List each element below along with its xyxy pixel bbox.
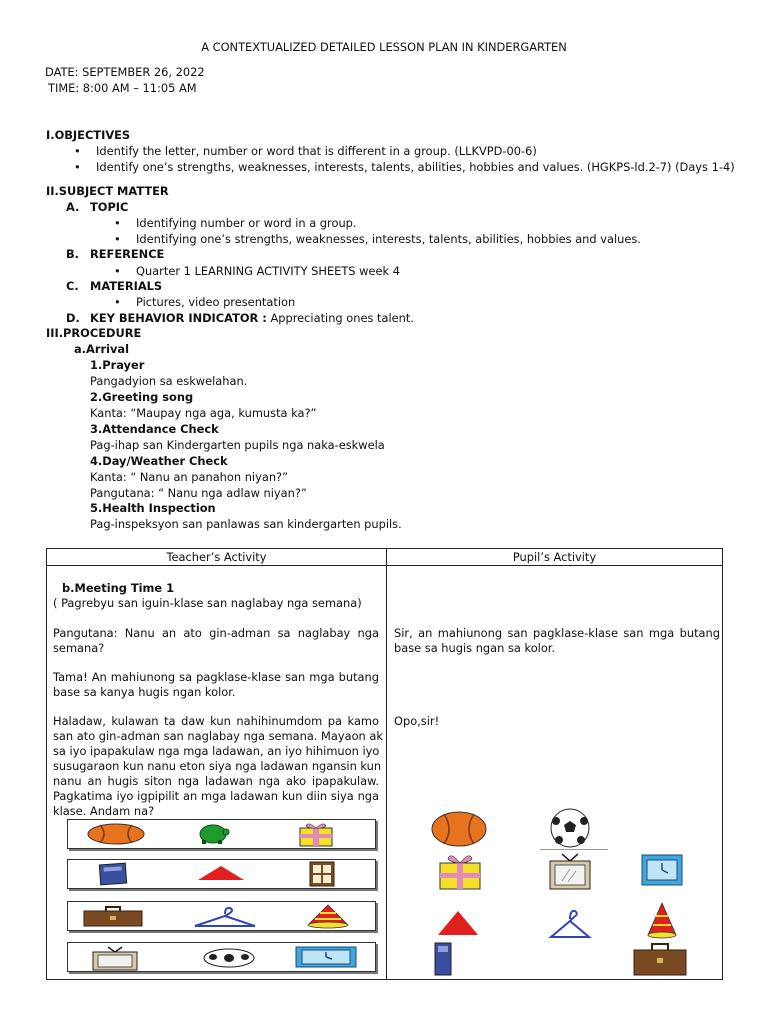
kbi-letter: D. — [66, 311, 80, 325]
window-icon — [308, 861, 336, 887]
party-hat-icon — [644, 901, 680, 941]
orange-ball-icon — [430, 810, 488, 848]
kbi-value: Appreciating ones talent. — [270, 311, 414, 325]
teacher-text: sa iyo ipapakulaw nga mga ladawan, an iyo hihimuon iyo — [53, 744, 380, 758]
step-text: Kanta: “ Nanu an panahon niyan?” — [90, 470, 288, 484]
green-turtle-icon — [196, 822, 230, 846]
teacher-activity-header: Teacher’s Activity — [47, 549, 387, 566]
reference-item: • Quarter 1 LEARNING ACTIVITY SHEETS week 4 — [136, 264, 400, 278]
book-icon — [432, 941, 454, 977]
step-text: Pag-inspeksyon san panlawas san kindergarten pupils. — [90, 517, 402, 531]
pupil-text: Sir, an mahiunong san pagklase-klase san mga butang — [394, 626, 720, 640]
step-title: 5.Health Inspection — [90, 501, 216, 515]
clock-icon — [640, 853, 684, 887]
television-icon — [548, 851, 592, 891]
hanger-icon — [192, 904, 258, 928]
gift-box-icon — [436, 851, 484, 891]
step-title: 2.Greeting song — [90, 390, 194, 404]
meeting-time-title: b.Meeting Time 1 — [62, 581, 175, 595]
arrival-heading: a.Arrival — [74, 342, 129, 356]
subject-matter-heading: II.SUBJECT MATTER — [46, 184, 169, 198]
clock-icon — [294, 945, 358, 969]
time-line: TIME: 8:00 AM – 11:05 AM — [48, 81, 197, 95]
procedure-heading: III.PROCEDURE — [46, 326, 142, 340]
picture-strip — [67, 819, 376, 849]
divider — [540, 849, 608, 850]
meeting-time-subtitle: ( Pagrebyu san iguin-klase san naglabay nga semana) — [53, 596, 362, 610]
teacher-text: klase. Andam na? — [53, 804, 155, 818]
objective-item: • Identify the letter, number or word that is different in a group. (LLKVPD-00-6) — [96, 144, 537, 158]
teacher-text: Pagkatima iyo igpipilit an mga ladawan kun diin siya nga — [53, 789, 379, 803]
teacher-text: susugaraon kun nanu eton siya nga ladawan ngansin kun — [53, 759, 382, 773]
topic-letter: A. — [66, 200, 80, 214]
date-line: DATE: SEPTEMBER 26, 2022 — [45, 65, 205, 79]
briefcase-icon — [82, 906, 144, 928]
picture-strip — [67, 942, 376, 972]
materials-heading: MATERIALS — [90, 279, 163, 293]
teacher-text: Haladaw, kulawan ta daw kun nahihinumdom pa kamo — [53, 714, 379, 728]
materials-item: • Pictures, video presentation — [136, 295, 295, 309]
orange-ball-icon — [86, 822, 146, 846]
step-text: Pangutana: “ Nanu nga adlaw niyan?” — [90, 486, 307, 500]
teacher-activity-cell — [47, 566, 387, 980]
page-title: A CONTEXTUALIZED DETAILED LESSON PLAN IN KINDERGARTEN — [201, 40, 567, 54]
topic-heading: TOPIC — [90, 200, 129, 214]
party-hat-icon — [304, 903, 352, 929]
red-triangle-icon — [436, 909, 480, 939]
teacher-text: Pangutana: Nanu an ato gin-adman sa naglabay nga — [53, 626, 379, 640]
reference-letter: B. — [66, 247, 80, 261]
step-title: 4.Day/Weather Check — [90, 454, 228, 468]
television-icon — [90, 943, 140, 971]
teacher-text: san ato gin-adman san naglabay nga semana. Mayaon ak — [53, 729, 383, 743]
gift-box-icon — [296, 821, 336, 847]
pupil-text: Opo,sir! — [394, 714, 440, 728]
teacher-text: nanu an hugis siton nga ladawan nga ako ipapakulaw. — [53, 774, 379, 788]
teacher-text: Tama! An mahiunong sa pagklase-klase san mga butang — [53, 670, 379, 684]
book-icon — [96, 862, 130, 886]
red-triangle-icon — [196, 864, 246, 884]
topic-item: • Identifying one’s strengths, weaknesses, interests, talents, abilities, hobbies and values. — [136, 232, 641, 246]
step-title: 1.Prayer — [90, 358, 145, 372]
step-title: 3.Attendance Check — [90, 422, 219, 436]
step-text: Pangadyion sa eskwelahan. — [90, 374, 248, 388]
soccer-ball-icon — [202, 947, 256, 969]
briefcase-icon — [632, 943, 688, 977]
activity-table — [46, 548, 723, 980]
step-text: Pag-ihap san Kindergarten pupils nga naka-eskwela — [90, 438, 385, 452]
pupil-text: base sa hugis ngan sa kolor. — [394, 641, 556, 655]
kbi-line — [90, 311, 414, 325]
kbi-label: KEY BEHAVIOR INDICATOR : — [90, 311, 267, 325]
pupil-activity-header: Pupil’s Activity — [387, 549, 723, 566]
teacher-text: base sa kanya hugis ngan kolor. — [53, 685, 236, 699]
reference-heading: REFERENCE — [90, 247, 165, 261]
picture-strip — [67, 901, 376, 931]
pupil-activity-cell — [387, 566, 723, 980]
materials-letter: C. — [66, 279, 79, 293]
hanger-icon — [548, 907, 592, 941]
topic-item: • Identifying number or word in a group. — [136, 216, 357, 230]
objective-item: • Identify one’s strengths, weaknesses, interests, talents, abilities, hobbies and values. (HGKPS-ld.2-7) (Days 1-4) — [96, 160, 735, 174]
picture-strip — [67, 859, 376, 889]
teacher-text: semana? — [53, 641, 105, 655]
objectives-heading: I.OBJECTIVES — [46, 128, 131, 142]
step-text: Kanta: “Maupay nga aga, kumusta ka?” — [90, 406, 317, 420]
soccer-ball-icon — [546, 807, 594, 849]
